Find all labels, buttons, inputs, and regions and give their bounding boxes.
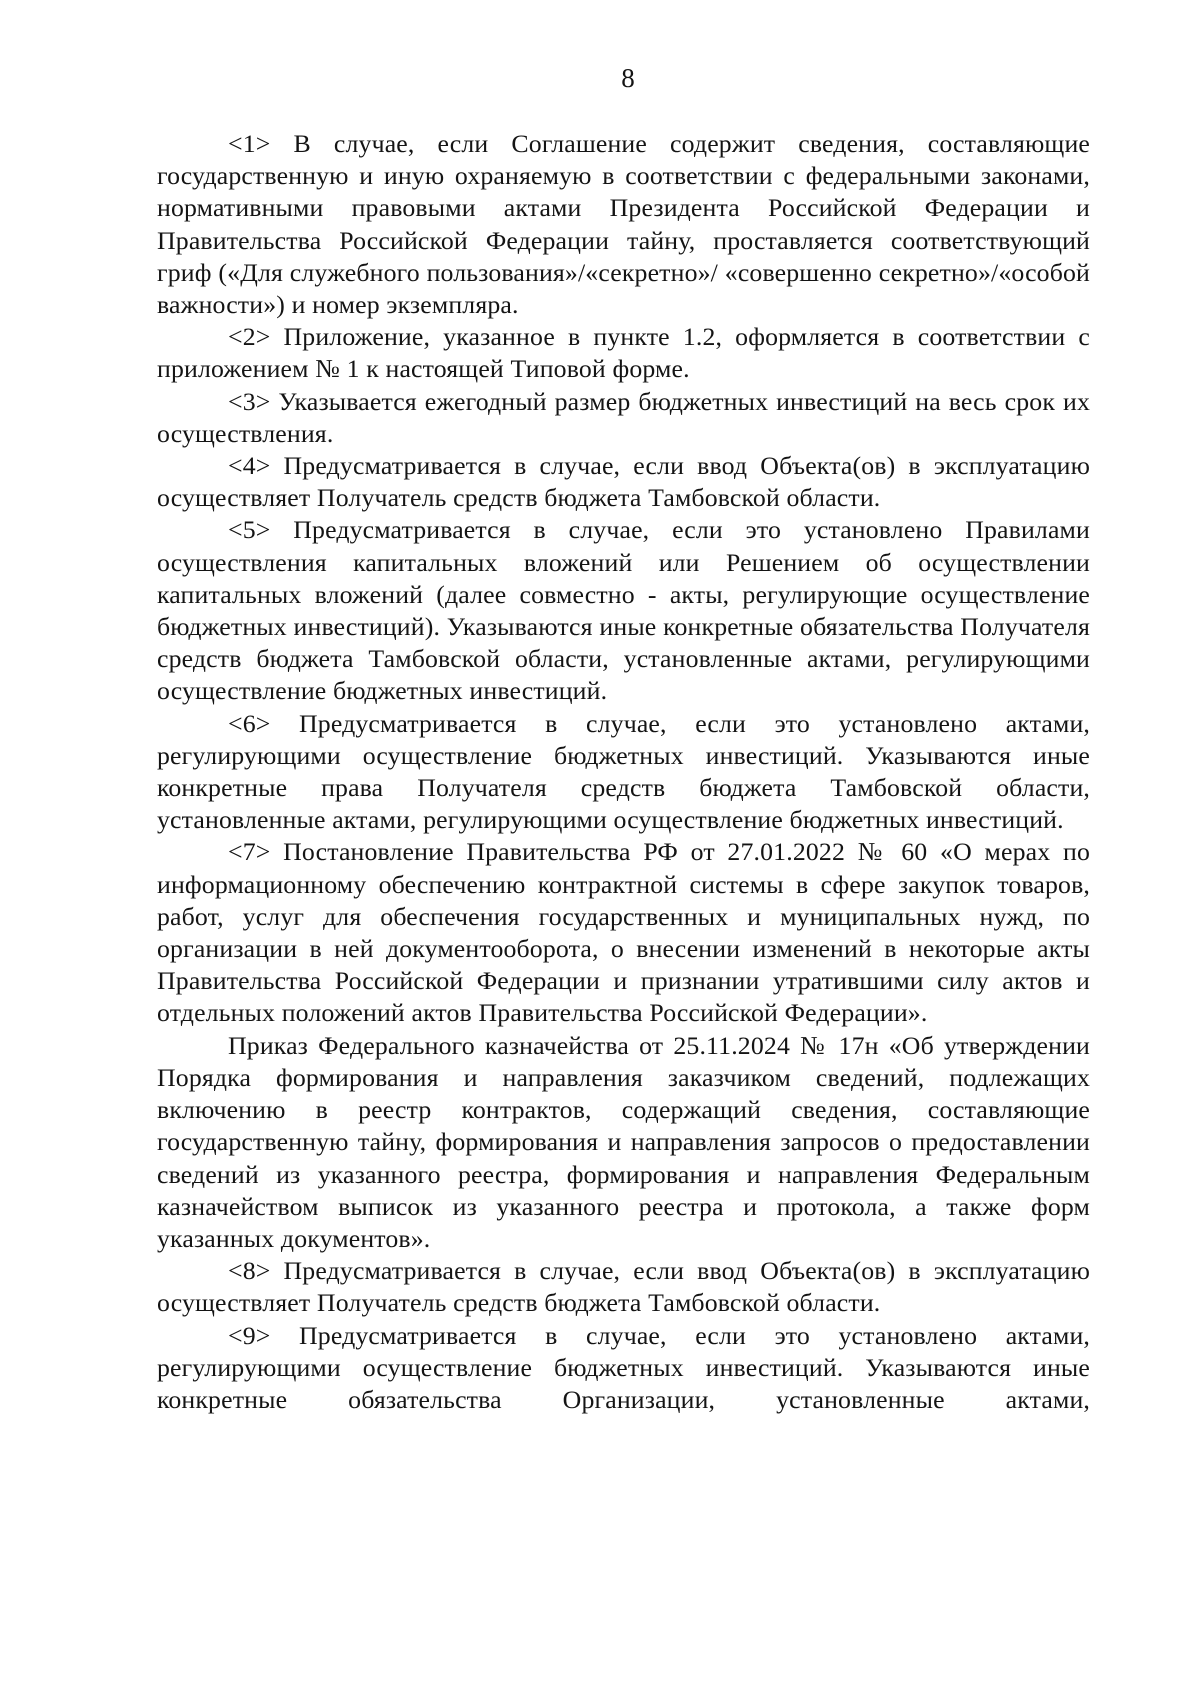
footnote-7: <7> Постановление Правительства РФ от 27.01.2022 № 60 «О мерах по информационному обеспечению контрактной системы в сфере закупок товаров, работ, услуг для обеспечения государственных и муниципальных нужд, по организации в ней документооборота, о внесении изменений в некоторые акты Правительства Российской Федерации и признании утратившими силу актов и отдельных положений актов Правительства Российской Федерации». — [157, 837, 1090, 1028]
footnote-8: <8> Предусматривается в случае, если ввод Объекта(ов) в эксплуатацию осуществляет Получатель средств бюджета Тамбовской области. — [157, 1256, 1090, 1318]
footnote-1: <1> В случае, если Соглашение содержит сведения, составляющие государственную и иную охраняемую в соответствии с федеральными законами, нормативными правовыми актами Президента Российской Федерации и Правительства Российской Федерации тайну, проставляется соответствующий гриф («Для служебного пользования»/«секретно»/ «совершенно секретно»/«особой важности») и номер экземпляра. — [157, 129, 1090, 320]
footnote-3: <3> Указывается ежегодный размер бюджетных инвестиций на весь срок их осуществления. — [157, 386, 1090, 448]
page-number: 8 — [621, 63, 635, 93]
footnote-7-continuation: Приказ Федерального казначейства от 25.11.2024 № 17н «Об утверждении Порядка формирования и направления заказчиком сведений, подлежащих включению в реестр контрактов, содержащий сведения, составляющие государственную тайну, формирования и направления запросов о предоставлении сведений из указанного реестра, формирования и направления Федеральным казначейством выписок из указанного реестра и протокола, а также форм указанных документов». — [157, 1030, 1090, 1253]
footnote-4: <4> Предусматривается в случае, если ввод Объекта(ов) в эксплуатацию осуществляет Получатель средств бюджета Тамбовской области. — [157, 451, 1090, 513]
footnote-5: <5> Предусматривается в случае, если это установлено Правилами осуществления капитальных вложений или Решением об осуществлении капитальных вложений (далее совместно - акты, регулирующие осуществление бюджетных инвестиций). Указываются иные конкретные обязательства Получателя средств бюджета Тамбовской области, установленные актами, регулирующими осуществление бюджетных инвестиций. — [157, 515, 1090, 706]
footnote-2: <2> Приложение, указанное в пункте 1.2, оформляется в соответствии с приложением № 1 к настоящей Типовой форме. — [157, 322, 1090, 384]
footnotes-body — [157, 128, 1090, 1416]
footnote-9: <9> Предусматривается в случае, если это установлено актами, регулирующими осуществление бюджетных инвестиций. Указываются иные конкретные обязательства Организации, установленные актами, — [157, 1320, 1090, 1414]
footnote-6: <6> Предусматривается в случае, если это установлено актами, регулирующими осуществление бюджетных инвестиций. Указываются иные конкретные права Получателя средств бюджета Тамбовской области, установленные актами, регулирующими осуществление бюджетных инвестиций. — [157, 708, 1090, 835]
